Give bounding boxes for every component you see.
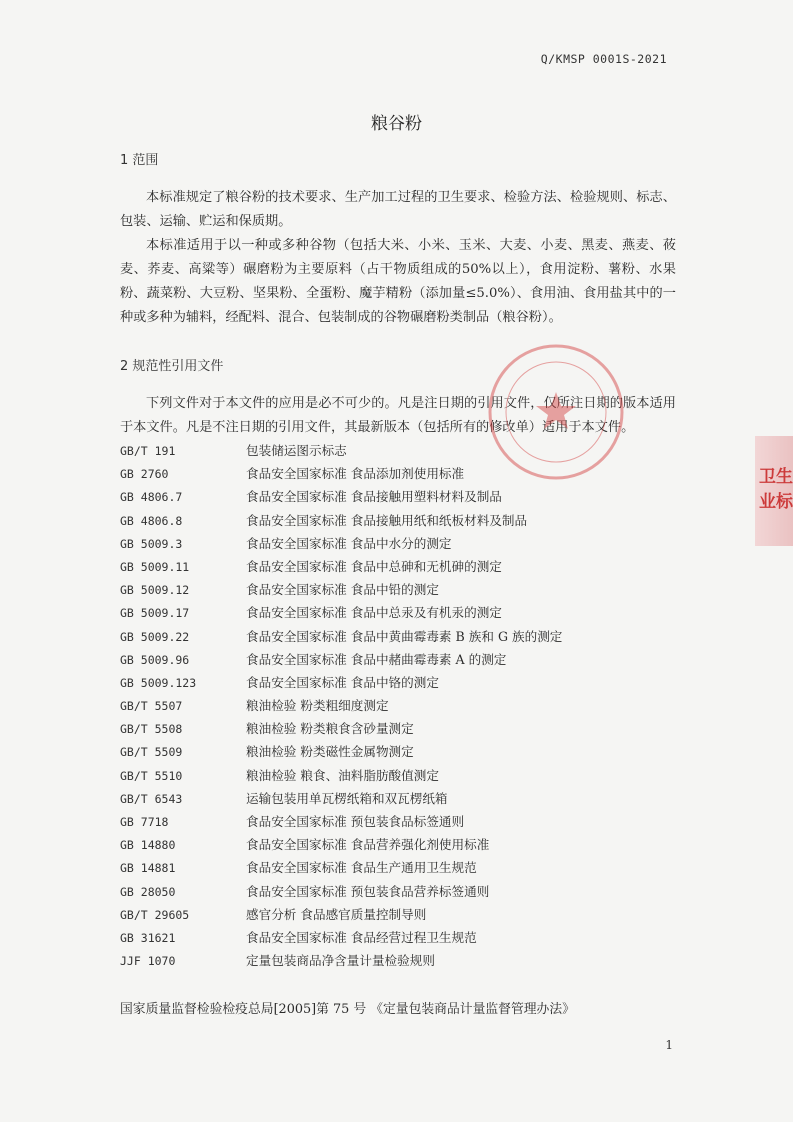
side-stamp [755,436,793,546]
reference-title: 食品安全国家标准 预包装食品标签通则 [246,814,465,829]
section-1-paragraph-2: 本标准适用于以一种或多种谷物（包括大米、小米、玉米、大麦、小麦、黑麦、燕麦、莜麦、荞麦、高粱等）碾磨粉为主要原料（占干物质组成的50%以上），食用淀粉、薯粉、水果粉、蔬菜粉、大豆粉、坚果粉、全蛋粉、魔芋精粉（添加量≤5.0%）、食用油、食用盐其中的一种或多种为辅料，经配料、混合、包装制成的谷物碾磨粉类制品（粮谷粉）。 [120,238,676,325]
reference-title: 感官分析 食品感官质量控制导则 [246,906,427,922]
reference-code: GB 4806.8 [120,513,183,528]
reference-row [120,811,680,834]
reference-row [120,765,680,788]
reference-row [120,602,680,625]
reference-code: GB 5009.3 [120,536,183,551]
reference-title: 食品安全国家标准 食品接触用塑料材料及制品 [246,489,502,505]
reference-code: GB/T 6543 [120,791,183,806]
reference-title: 粮油检验 粉类粮食含砂量测定 [246,721,414,737]
section-1-paragraph-1: 本标准规定了粮谷粉的技术要求、生产加工过程的卫生要求、检验方法、检验规则、标志、包装、运输、贮运和保质期。 [120,190,676,229]
document-title: 粮谷粉 [371,114,422,134]
reference-title: 食品安全国家标准 食品中总砷和无机砷的测定 [246,558,502,574]
reference-row [120,788,680,811]
reference-row [120,695,680,718]
reference-title: 食品安全国家标准 预包装食品营养标签通则 [246,883,490,899]
reference-code: GB 31621 [120,930,176,945]
reference-code: GB/T 5510 [120,768,183,783]
reference-row [120,834,680,857]
reference-code: GB/T 5507 [120,699,183,714]
reference-code: GB 7718 [120,815,169,829]
reference-title: 食品安全国家标准 食品中总汞及有机汞的测定 [246,605,502,621]
reference-row [120,556,680,579]
reference-title: 食品安全国家标准 食品添加剂使用标准 [246,466,465,482]
reference-title: 运输包装用单瓦楞纸箱和双瓦楞纸箱 [246,790,448,806]
reference-row [120,649,680,672]
section-2-intro: 下列文件对于本文件的应用是必不可少的。凡是注日期的引用文件，仅所注日期的版本适用于本文件。凡是不注日期的引用文件，其最新版本（包括所有的修改单）适用于本文件。 [120,396,676,435]
reference-code: GB/T 5508 [120,722,183,737]
reference-code: GB/T 5509 [120,745,183,760]
reference-title: 食品安全国家标准 食品中赭曲霉毒素 A 的测定 [246,651,507,667]
reference-code: JJF 1070 [120,954,176,969]
reference-code: GB 2760 [120,467,169,482]
reference-row [120,486,680,509]
reference-title: 食品安全国家标准 食品中铬的测定 [246,674,439,690]
reference-title: 食品安全国家标准 食品生产通用卫生规范 [246,860,477,876]
reference-code: GB/T 191 [120,444,176,458]
reference-title: 定量包装商品净含量计量检验规则 [246,953,435,969]
reference-title: 粮油检验 粮食、油料脂肪酸值测定 [246,767,439,783]
document-code: Q/KMSP 0001S-2021 [540,52,667,66]
reference-code: GB 28050 [120,884,176,899]
reference-row [120,579,680,602]
reference-row [120,626,680,649]
reference-row [120,741,680,764]
reference-title: 食品安全国家标准 食品营养强化剂使用标准 [246,837,490,853]
reference-code: GB 14881 [120,861,176,876]
reference-code: GB 5009.22 [120,629,190,644]
reference-row [120,672,680,695]
reference-title: 食品安全国家标准 食品中黄曲霉毒素 B 族和 G 族的测定 [246,628,563,644]
company-seal-icon [486,342,626,482]
reference-title: 粮油检验 粉类磁性金属物测定 [246,744,414,760]
reference-title: 粮油检验 粉类粗细度测定 [246,698,389,714]
reference-code: GB 5009.123 [120,675,197,690]
reference-row [120,718,680,741]
reference-row [120,904,680,927]
reference-code: GB 5009.17 [120,606,190,621]
section-2-heading: 2 规范性引用文件 [120,359,224,374]
side-stamp-text: 卫生 业标 [759,467,793,512]
reference-title: 食品安全国家标准 食品中水分的测定 [246,535,452,551]
reference-row [120,857,680,880]
reference-code: GB 5009.96 [120,652,190,667]
reference-row [120,950,680,973]
reference-code: GB 5009.12 [120,583,190,598]
reference-row [120,533,680,556]
reference-list [120,440,680,973]
reference-code: GB/T 29605 [120,907,190,922]
reference-code: GB 5009.11 [120,559,190,574]
reference-row [120,510,680,533]
reference-row [120,881,680,904]
reference-title: 包装储运图示标志 [246,443,347,458]
regulation-reference: 国家质量监督检验检疫总局[2005]第 75 号 《定量包装商品计量监督管理办法》 [120,1002,575,1017]
reference-title: 食品安全国家标准 食品中铅的测定 [246,582,439,598]
page-number: 1 [665,1038,673,1052]
reference-title: 食品安全国家标准 食品经营过程卫生规范 [246,929,477,945]
reference-code: GB 14880 [120,838,176,853]
reference-code: GB 4806.7 [120,490,183,505]
section-1-heading: 1 范围 [120,153,159,168]
reference-title: 食品安全国家标准 食品接触用纸和纸板材料及制品 [246,512,528,528]
reference-row [120,927,680,950]
